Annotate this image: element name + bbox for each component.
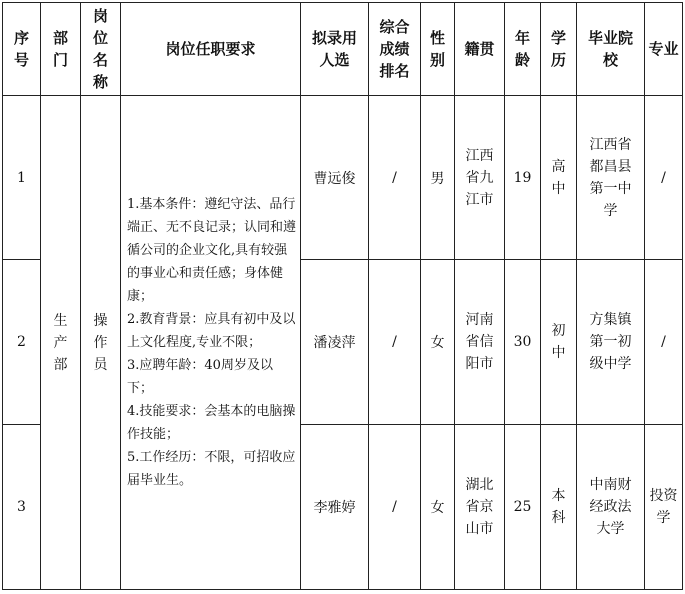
cell-gender: 男 xyxy=(421,96,455,260)
cell-index: 1 xyxy=(3,96,41,260)
header-age: 年龄 xyxy=(505,3,541,96)
header-score-rank: 综合成绩排名 xyxy=(369,3,421,96)
cell-education: 本科 xyxy=(541,425,577,590)
header-gender: 性别 xyxy=(421,3,455,96)
header-index: 序号 xyxy=(3,3,41,96)
header-major: 专业 xyxy=(645,3,683,96)
cell-name: 曹远俊 xyxy=(301,96,369,260)
cell-native: 江西省九江市 xyxy=(455,96,505,260)
cell-gender: 女 xyxy=(421,260,455,425)
cell-position: 操作员 xyxy=(81,96,121,590)
header-candidate: 拟录用人选 xyxy=(301,3,369,96)
cell-education: 初中 xyxy=(541,260,577,425)
cell-index: 2 xyxy=(3,260,41,425)
cell-name: 潘凌萍 xyxy=(301,260,369,425)
table-row xyxy=(3,96,683,260)
cell-major: / xyxy=(645,96,683,260)
cell-dept: 生产部 xyxy=(41,96,81,590)
cell-school: 中南财经政法大学 xyxy=(577,425,645,590)
cell-requirements: 1.基本条件：遵纪守法、品行端正、无不良记录；认同和遵循公司的企业文化,具有较强的事业心和责任感；身体健康； 2.教育背景：应具有初中及以上文化程度,专业不限； 3.应聘年龄：40周岁及以下； 4.技能要求：会基本的电脑操作技能； 5.工作经历：不限，可招收应届毕业生。 xyxy=(121,96,301,590)
cell-education: 高中 xyxy=(541,96,577,260)
header-requirements: 岗位任职要求 xyxy=(121,3,301,96)
header-dept: 部门 xyxy=(41,3,81,96)
cell-age: 19 xyxy=(505,96,541,260)
cell-gender: 女 xyxy=(421,425,455,590)
cell-rank: / xyxy=(369,260,421,425)
recruitment-table xyxy=(2,2,683,590)
cell-index: 3 xyxy=(3,425,41,590)
cell-name: 李雅婷 xyxy=(301,425,369,590)
cell-rank: / xyxy=(369,425,421,590)
cell-age: 30 xyxy=(505,260,541,425)
cell-school: 江西省都昌县第一中学 xyxy=(577,96,645,260)
cell-major: 投资学 xyxy=(645,425,683,590)
cell-age: 25 xyxy=(505,425,541,590)
header-native-place: 籍贯 xyxy=(455,3,505,96)
header-school: 毕业院校 xyxy=(577,3,645,96)
cell-major: / xyxy=(645,260,683,425)
header-education: 学历 xyxy=(541,3,577,96)
header-position: 岗位名称 xyxy=(81,3,121,96)
cell-rank: / xyxy=(369,96,421,260)
cell-school: 方集镇第一初级中学 xyxy=(577,260,645,425)
cell-native: 湖北省京山市 xyxy=(455,425,505,590)
header-row xyxy=(3,3,683,96)
cell-native: 河南省信阳市 xyxy=(455,260,505,425)
